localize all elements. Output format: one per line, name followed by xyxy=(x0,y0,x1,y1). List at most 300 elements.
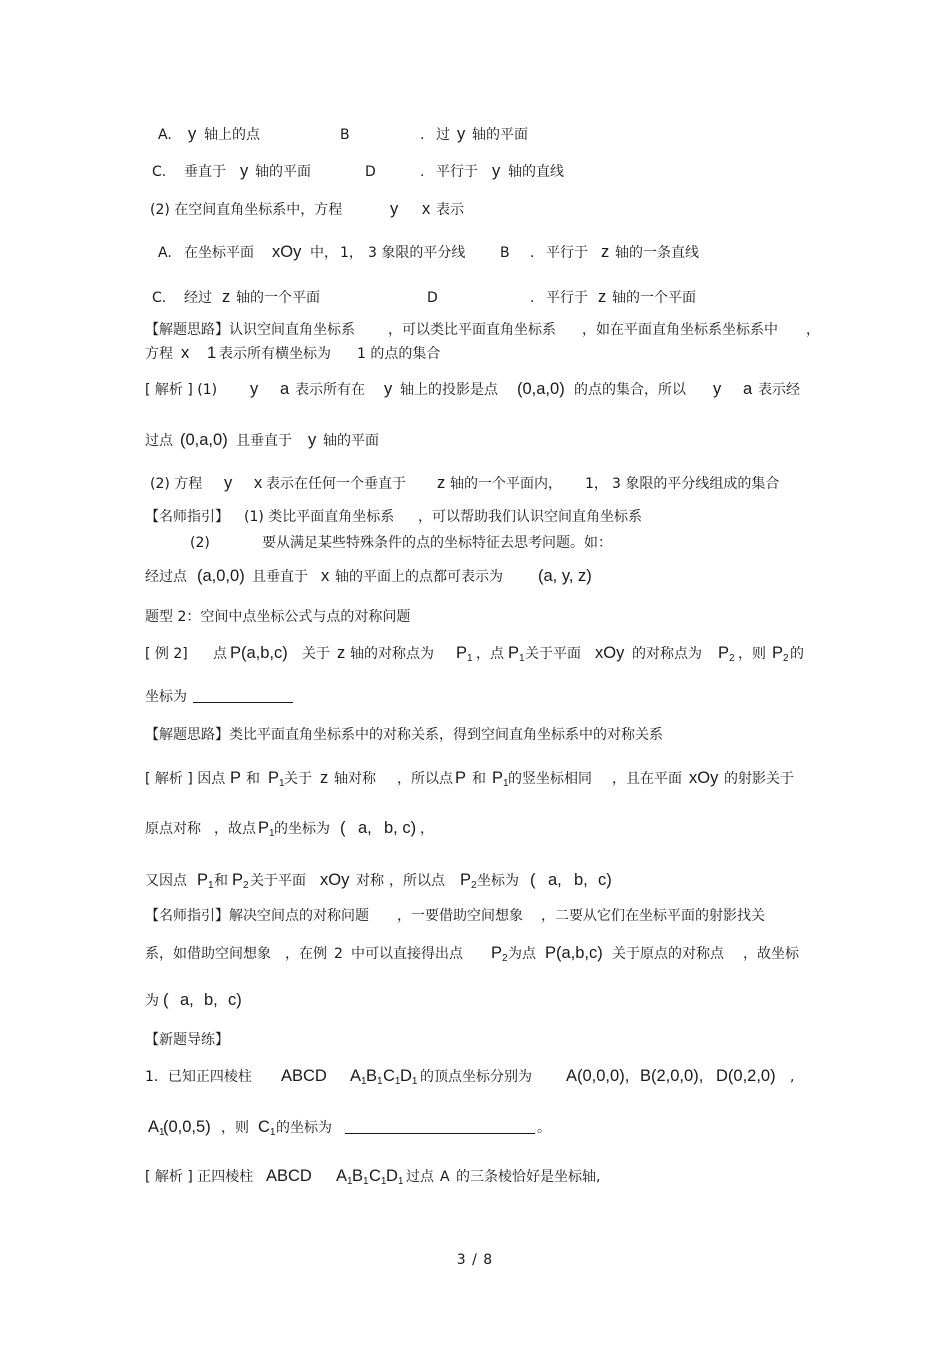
segment-text: 轴的直线 xyxy=(508,164,564,180)
segment-text: 的坐标为 xyxy=(276,1120,332,1136)
math-text xyxy=(350,1067,367,1091)
segment-text: [ 例 2] xyxy=(145,646,188,662)
text-segment xyxy=(246,770,260,788)
segment-text: P xyxy=(718,644,730,662)
text-segment xyxy=(190,534,210,552)
segment-text: P(a,b,c) xyxy=(545,944,603,962)
text-segment xyxy=(145,770,225,788)
segment-text: 过 xyxy=(436,127,450,143)
segment-text: z xyxy=(222,288,231,306)
text-segment xyxy=(743,945,799,963)
segment-text: ，则 xyxy=(738,646,766,662)
segment-text: P xyxy=(230,769,242,787)
subscript: 1 xyxy=(394,1076,401,1087)
text-segment xyxy=(295,381,365,399)
text-segment xyxy=(213,645,227,663)
segment-text: ，故点 xyxy=(214,821,256,837)
segment-text: z xyxy=(337,644,346,662)
text-segment xyxy=(274,820,330,838)
text-segment xyxy=(145,726,663,744)
text-segment xyxy=(508,945,536,963)
segment-text: a, xyxy=(180,991,194,1009)
segment-text: a, xyxy=(358,819,372,837)
math-text xyxy=(689,769,718,787)
segment-text: (a,0,0) xyxy=(197,567,245,585)
segment-text: A. xyxy=(158,245,172,261)
text-segment xyxy=(255,163,311,181)
segment-text: 点 xyxy=(213,646,227,662)
segment-text: 过点 xyxy=(145,433,173,449)
segment-text: y xyxy=(713,380,722,398)
subscript: 2 xyxy=(783,653,789,664)
segment-text: a, xyxy=(548,871,562,889)
text-segment xyxy=(500,244,510,262)
math-text xyxy=(281,1067,327,1085)
segment-text: C. xyxy=(152,164,167,180)
text-segment xyxy=(250,872,306,890)
segment-text: xOy xyxy=(320,871,350,889)
math-text xyxy=(548,871,562,889)
math-text xyxy=(598,288,606,306)
math-text xyxy=(207,344,216,362)
segment-text: 。 xyxy=(537,1120,551,1136)
subscript: 1 xyxy=(503,778,509,789)
segment-text: a xyxy=(743,380,753,398)
math-text xyxy=(180,991,194,1009)
subscript: 1 xyxy=(269,1127,276,1138)
segment-text: 且垂直于 xyxy=(236,433,292,449)
math-text xyxy=(574,871,588,889)
text-segment xyxy=(427,289,438,307)
text-segment xyxy=(615,244,699,262)
math-text xyxy=(598,871,612,889)
segment-text: 关于平面 xyxy=(525,646,581,662)
text-segment xyxy=(184,289,212,307)
text-segment xyxy=(145,645,188,663)
segment-text: 和 xyxy=(246,771,260,787)
segment-text: . xyxy=(420,127,425,143)
text-segment xyxy=(508,770,592,788)
segment-text: c) xyxy=(228,991,242,1009)
segment-text: z xyxy=(320,769,329,787)
text-segment xyxy=(388,321,556,339)
segment-text: 轴的平面 xyxy=(323,433,379,449)
segment-text: ABCD xyxy=(266,1167,312,1185)
text-segment xyxy=(145,345,173,363)
segment-text: 中可以直接得出点 xyxy=(351,946,463,962)
text-segment xyxy=(436,201,464,219)
math-text xyxy=(321,567,329,585)
segment-text: 表示经 xyxy=(758,382,800,398)
math-text xyxy=(566,1067,629,1085)
text-segment xyxy=(508,163,564,181)
segment-text: 2 xyxy=(334,946,343,962)
segment-text: b, c) xyxy=(384,819,417,837)
text-segment xyxy=(145,1168,253,1186)
segment-text: xOy xyxy=(689,769,719,787)
math-text xyxy=(320,871,349,889)
math-text xyxy=(718,644,735,668)
text-segment xyxy=(790,645,804,663)
segment-text: 的对称点为 xyxy=(632,646,702,662)
segment-text: P xyxy=(232,871,244,889)
segment-text: 轴的平面上的点都可表示为 xyxy=(335,569,503,585)
segment-text: 平行于 xyxy=(546,245,588,261)
segment-text: 过点 xyxy=(406,1169,434,1185)
text-segment xyxy=(334,770,376,788)
text-segment xyxy=(158,126,172,144)
math-text xyxy=(716,1067,776,1085)
segment-text: 的射影关于 xyxy=(724,771,794,787)
text-segment xyxy=(145,508,229,526)
segment-text: P xyxy=(268,769,280,787)
text-segment xyxy=(145,381,217,399)
answer-blank xyxy=(345,1119,535,1137)
segment-text: 轴的一条直线 xyxy=(615,245,699,261)
math-text xyxy=(181,344,189,362)
text-segment xyxy=(145,321,355,339)
segment-text: 表示 xyxy=(436,202,464,218)
segment-text: 关于平面 xyxy=(250,873,306,889)
segment-text: ， xyxy=(806,322,820,338)
text-segment xyxy=(214,820,256,838)
segment-text: A xyxy=(350,1067,362,1085)
segment-text: 表示所有在 xyxy=(295,382,365,398)
text-segment xyxy=(310,244,338,262)
math-text xyxy=(400,1067,417,1091)
math-text xyxy=(232,871,249,895)
math-text xyxy=(250,380,258,398)
segment-text: . xyxy=(530,245,535,261)
math-text xyxy=(358,819,372,837)
math-text xyxy=(230,769,241,787)
segment-text: ，所以点 xyxy=(389,873,445,889)
subscript: 1 xyxy=(159,1127,165,1138)
segment-text: y xyxy=(384,380,393,398)
segment-text: B xyxy=(340,127,350,143)
text-segment xyxy=(356,872,384,890)
segment-text: (2) 在空间直角坐标系中，方程 xyxy=(150,202,343,218)
segment-text: A xyxy=(440,1169,450,1185)
segment-text: 题型 2：空间中点坐标公式与点的对称问题 xyxy=(145,609,411,625)
segment-text: P xyxy=(258,819,270,837)
segment-text: z xyxy=(437,474,446,492)
text-segment xyxy=(340,244,363,262)
segment-text: ，一要借助空间想象 xyxy=(397,908,523,924)
subscript: 1 xyxy=(377,1076,383,1087)
segment-text: y xyxy=(224,474,233,492)
math-text xyxy=(437,474,445,492)
text-segment xyxy=(612,289,696,307)
text-segment xyxy=(574,381,686,399)
text-segment xyxy=(236,432,292,450)
text-segment xyxy=(476,645,504,663)
text-segment xyxy=(335,568,503,586)
segment-text: y xyxy=(308,431,317,449)
page-number: 3 / 8 xyxy=(456,1252,494,1268)
math-text xyxy=(308,431,316,449)
segment-text: y xyxy=(457,125,466,143)
segment-text: ，且在平面 xyxy=(612,771,682,787)
text-segment xyxy=(152,163,166,181)
segment-text: 轴对称 xyxy=(334,771,376,787)
segment-text: y xyxy=(390,200,399,218)
segment-text: (0,a,0) xyxy=(180,431,228,449)
text-segment xyxy=(145,820,201,838)
math-text xyxy=(258,819,275,843)
segment-text: P xyxy=(197,871,209,889)
segment-text: C xyxy=(383,1067,395,1085)
text-segment xyxy=(145,432,173,450)
segment-text: xOy xyxy=(595,644,625,662)
math-text xyxy=(538,567,592,585)
subscript: 1 xyxy=(363,1176,369,1187)
segment-text: C xyxy=(369,1167,381,1185)
segment-text: 为 xyxy=(145,993,159,1009)
math-text xyxy=(266,1167,312,1185)
text-segment xyxy=(368,244,465,262)
math-text xyxy=(384,380,392,398)
segment-text: y xyxy=(250,380,259,398)
segment-text: 关于 xyxy=(302,646,330,662)
segment-text: 原点对称 xyxy=(145,821,201,837)
text-segment xyxy=(150,201,342,219)
math-text xyxy=(254,474,262,492)
segment-text: b, xyxy=(204,991,218,1009)
math-text xyxy=(204,991,218,1009)
segment-text: 表示所有横坐标为 xyxy=(219,346,331,362)
math-text xyxy=(280,380,289,398)
subscript: 2 xyxy=(502,953,508,964)
text-segment xyxy=(145,568,187,586)
math-text xyxy=(713,380,721,398)
segment-text: c) xyxy=(598,871,612,889)
text-segment xyxy=(530,289,534,307)
segment-text: [ 解析 ] (1) xyxy=(145,382,218,398)
segment-text: 【新题导练】 xyxy=(145,1032,229,1048)
segment-text: D xyxy=(386,1167,398,1185)
math-text xyxy=(383,1067,400,1091)
text-segment xyxy=(537,1119,551,1137)
math-text xyxy=(340,819,346,837)
math-text xyxy=(163,1118,211,1136)
subscript: 1 xyxy=(208,880,214,891)
segment-text: xOy xyxy=(272,243,302,261)
subscript: 2 xyxy=(729,653,735,664)
segment-text: (a, y, z) xyxy=(538,567,592,585)
segment-text: 经过点 xyxy=(145,569,187,585)
segment-text: 垂直于 xyxy=(184,164,226,180)
segment-text: P xyxy=(491,944,503,962)
segment-text: ，如在平面直角坐标系坐标系中 xyxy=(582,322,778,338)
segment-text: ( xyxy=(163,991,169,1009)
segment-text: z xyxy=(598,288,607,306)
segment-text: (1) 类比平面直角坐标系 xyxy=(244,509,395,525)
segment-text: (2) 方程 xyxy=(150,476,203,492)
math-text xyxy=(772,644,789,668)
math-text xyxy=(422,200,430,218)
text-segment xyxy=(612,475,779,493)
subscript: 2 xyxy=(471,880,477,891)
math-text xyxy=(180,431,228,449)
text-segment xyxy=(585,475,608,493)
segment-text: B xyxy=(352,1167,364,1185)
segment-text: x xyxy=(321,567,330,585)
segment-text: P xyxy=(772,644,784,662)
segment-text: 坐标为 xyxy=(145,689,187,705)
segment-text: P xyxy=(460,871,472,889)
segment-text: ，点 xyxy=(476,646,504,662)
text-segment xyxy=(397,907,523,925)
text-segment xyxy=(612,945,724,963)
segment-text: 轴的平面 xyxy=(255,164,311,180)
text-segment xyxy=(145,907,369,925)
text-segment xyxy=(145,688,187,706)
segment-text: 表示在任何一个垂直于 xyxy=(266,476,406,492)
segment-text: b, xyxy=(574,871,588,889)
math-text xyxy=(508,644,525,668)
segment-text: 1， xyxy=(340,245,363,261)
text-segment xyxy=(302,645,330,663)
text-segment xyxy=(472,126,528,144)
math-text xyxy=(268,769,285,793)
text-segment xyxy=(276,1119,332,1137)
segment-text: z xyxy=(601,243,610,261)
text-segment xyxy=(420,126,424,144)
math-text xyxy=(491,944,508,968)
subscript: 1 xyxy=(397,1176,404,1187)
math-text xyxy=(163,991,169,1009)
segment-text: 平行于 xyxy=(546,290,588,306)
math-text xyxy=(369,1167,386,1191)
segment-text: ，可以帮助我们认识空间直角坐标系 xyxy=(418,509,642,525)
subscript: 1 xyxy=(380,1176,387,1187)
segment-text: ( xyxy=(340,819,346,837)
math-text xyxy=(224,474,232,492)
segment-text: P xyxy=(456,644,468,662)
segment-text: D xyxy=(400,1067,412,1085)
segment-text: C. xyxy=(152,290,167,306)
segment-text: 的点的集合，所以 xyxy=(574,382,686,398)
text-segment xyxy=(406,1168,434,1186)
text-segment xyxy=(145,1031,229,1049)
math-text xyxy=(336,1167,353,1191)
text-segment xyxy=(350,645,434,663)
math-text xyxy=(384,819,416,837)
text-segment xyxy=(262,534,612,552)
segment-text: , xyxy=(790,1069,795,1085)
subscript: 1 xyxy=(347,1176,353,1187)
text-segment xyxy=(758,381,800,399)
segment-text: 3 象限的平分线组成的集合 xyxy=(612,476,780,492)
text-segment xyxy=(420,820,434,838)
math-text xyxy=(197,567,245,585)
segment-text: 轴的平面 xyxy=(472,127,528,143)
text-segment xyxy=(632,645,702,663)
text-segment xyxy=(158,244,172,262)
text-segment xyxy=(724,770,794,788)
math-text xyxy=(240,162,248,180)
segment-text: [ 解析 ] 因点 xyxy=(145,771,226,787)
segment-text: B(2,0,0), xyxy=(640,1067,704,1085)
math-text xyxy=(530,871,536,889)
segment-text: ，所以点 xyxy=(397,771,453,787)
segment-text: 轴的一个平面 xyxy=(236,290,320,306)
math-text xyxy=(492,162,500,180)
segment-text: 和 xyxy=(214,873,228,889)
text-segment xyxy=(806,321,820,339)
segment-text: (0,a,0) xyxy=(517,380,565,398)
segment-text: 的坐标为 xyxy=(274,821,330,837)
segment-text: ABCD xyxy=(281,1067,327,1085)
math-text xyxy=(197,871,214,895)
segment-text: x xyxy=(181,344,190,362)
text-segment xyxy=(612,770,682,788)
text-segment xyxy=(389,872,445,890)
segment-text: 在坐标平面 xyxy=(184,245,254,261)
text-segment xyxy=(541,907,765,925)
segment-text: 系，如借助空间想象 xyxy=(145,946,271,962)
segment-text: . xyxy=(420,164,425,180)
text-segment xyxy=(145,1068,252,1086)
subscript: 1 xyxy=(519,653,525,664)
math-text xyxy=(258,1118,275,1142)
text-segment xyxy=(184,163,226,181)
segment-text: A. xyxy=(158,127,172,143)
text-segment xyxy=(790,1068,794,1086)
segment-text: C xyxy=(258,1118,270,1136)
text-segment xyxy=(420,1068,532,1086)
text-segment xyxy=(400,381,498,399)
segment-text: 轴的一个平面内， xyxy=(450,476,562,492)
segment-text: 1．已知正四棱柱 xyxy=(145,1069,252,1085)
segment-text: x xyxy=(254,474,263,492)
text-segment xyxy=(420,163,424,181)
segment-text: 【名师指引】 xyxy=(145,509,229,525)
text-segment xyxy=(450,475,562,493)
segment-text: P xyxy=(508,644,520,662)
segment-text: 关于 xyxy=(284,771,312,787)
segment-text: D xyxy=(427,290,438,306)
math-text xyxy=(517,380,565,398)
math-text xyxy=(601,243,609,261)
text-segment xyxy=(436,163,478,181)
text-segment xyxy=(546,244,588,262)
text-segment xyxy=(340,126,350,144)
segment-text: 要从满足某些特殊条件的点的坐标特征去思考问题。如： xyxy=(262,535,612,551)
text-segment xyxy=(204,126,260,144)
math-text xyxy=(228,991,242,1009)
text-segment xyxy=(357,345,440,363)
segment-text: [ 解析 ] 正四棱柱 xyxy=(145,1169,254,1185)
text-segment xyxy=(418,508,642,526)
segment-text: 又因点 xyxy=(145,873,187,889)
segment-text: 经过 xyxy=(184,290,212,306)
text-segment xyxy=(456,1168,600,1186)
text-segment xyxy=(525,645,581,663)
text-segment xyxy=(477,872,519,890)
segment-text: y xyxy=(492,162,501,180)
segment-text: 平行于 xyxy=(436,164,478,180)
segment-text: 的顶点坐标分别为 xyxy=(420,1069,532,1085)
segment-text: 1 xyxy=(207,344,217,362)
segment-text: 为点 xyxy=(508,946,536,962)
subscript: 1 xyxy=(361,1076,367,1087)
math-text xyxy=(640,1067,703,1085)
segment-text: 的三条棱恰好是坐标轴, xyxy=(456,1169,601,1185)
math-text xyxy=(272,243,301,261)
segment-text: D(0,2,0) xyxy=(716,1067,776,1085)
